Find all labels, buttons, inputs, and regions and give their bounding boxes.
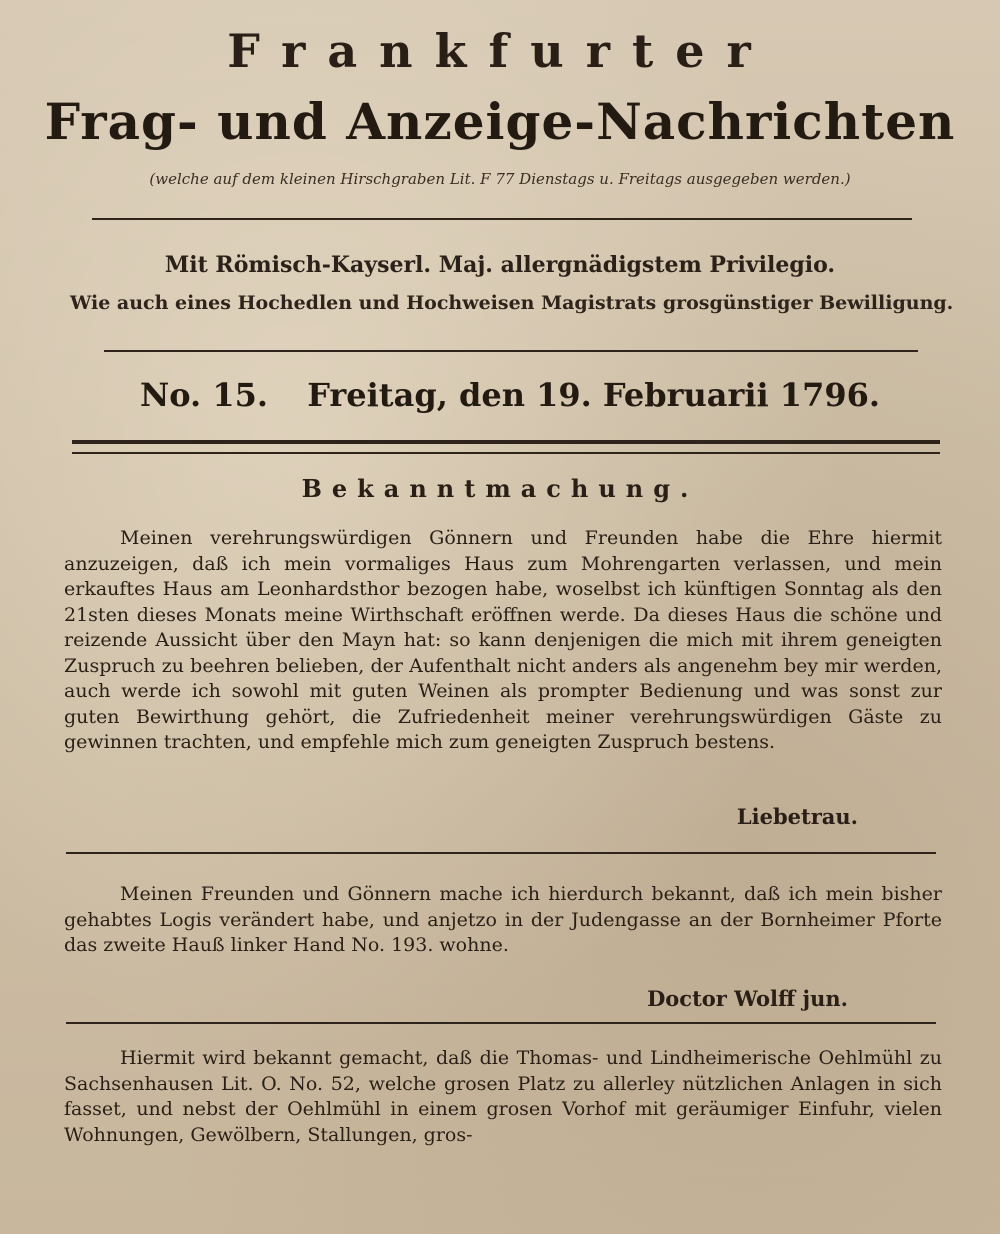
masthead-note: (welche auf dem kleinen Hirschgraben Lit. F 77 Dienstags u. Freitags ausgegeben werden.) <box>149 170 851 188</box>
double-rule-top <box>72 440 940 444</box>
privilege-line: Mit Römisch-Kayserl. Maj. allergnädigstem Privilegio. <box>164 252 836 278</box>
issue-date: Freitag, den 19. Februarii 1796. <box>307 376 880 414</box>
section-heading: Bekanntmachung. <box>301 474 699 503</box>
announcement-text <box>64 882 942 959</box>
issue-number: No. 15. <box>140 376 268 414</box>
approval-line: Wie auch eines Hochedlen und Hochweisen Magistrats grosgünstiger Bewilligung. <box>70 292 954 314</box>
masthead-title: Frankfurter <box>227 24 773 78</box>
announcement-text <box>64 526 942 756</box>
masthead-subtitle: Frag- und Anzeige-Nachrichten <box>44 92 956 151</box>
divider-rule <box>66 852 936 854</box>
divider-rule <box>66 1022 936 1024</box>
announcement-signature: Doctor Wolff jun. <box>647 986 848 1011</box>
divider-rule <box>104 350 918 352</box>
announcement-paragraph: Meinen verehrungswürdigen Gönnern und Freunden habe die Ehre hiermit anzuzeigen, daß ich mein vormaliges Haus zum Mohrengarten verlassen, und mein erkauftes Haus am Leonhardsthor bezogen habe, woselbst ich künftigen Sonntag als den 21sten dieses Monats meine Wirthschaft eröffnen werde. Da dieses Haus die schöne und reizende Aussicht über den Mayn hat: so kann denjenigen die mich mit ihrem geneigten Zuspruch zu beehren belieben, der Aufenthalt nicht anders als angenehm bey mir werden, auch werde ich sowohl mit guten Weinen als prompter Bedienung und was sonst zur guten Bewirthung gehört, die Zufriedenheit meiner verehrungswürdigen Gäste zu gewinnen trachten, und empfehle mich zum geneigten Zuspruch bestens. <box>64 527 942 753</box>
issue-line <box>140 376 880 414</box>
divider-rule <box>92 218 912 220</box>
announcement-paragraph: Meinen Freunden und Gönnern mache ich hierdurch bekannt, daß ich mein bisher gehabtes Logis verändert habe, und anjetzo in der Judengasse an der Bornheimer Pforte das zweite Hauß linker Hand No. 193. wohne. <box>64 883 942 956</box>
announcement-signature: Liebetrau. <box>736 804 858 829</box>
double-rule-bottom <box>72 452 940 454</box>
announcement-text <box>64 1046 942 1148</box>
announcement-paragraph: Hiermit wird bekannt gemacht, daß die Thomas- und Lindheimerische Oehlmühl zu Sachsenhausen Lit. O. No. 52, welche grosen Platz zu allerley nützlichen Anlagen in sich fasset, und nebst der Oehlmühl in einem grosen Vorhof mit geräumiger Einfuhr, vielen Wohnungen, Gewölbern, Stallungen, gros- <box>64 1047 942 1146</box>
